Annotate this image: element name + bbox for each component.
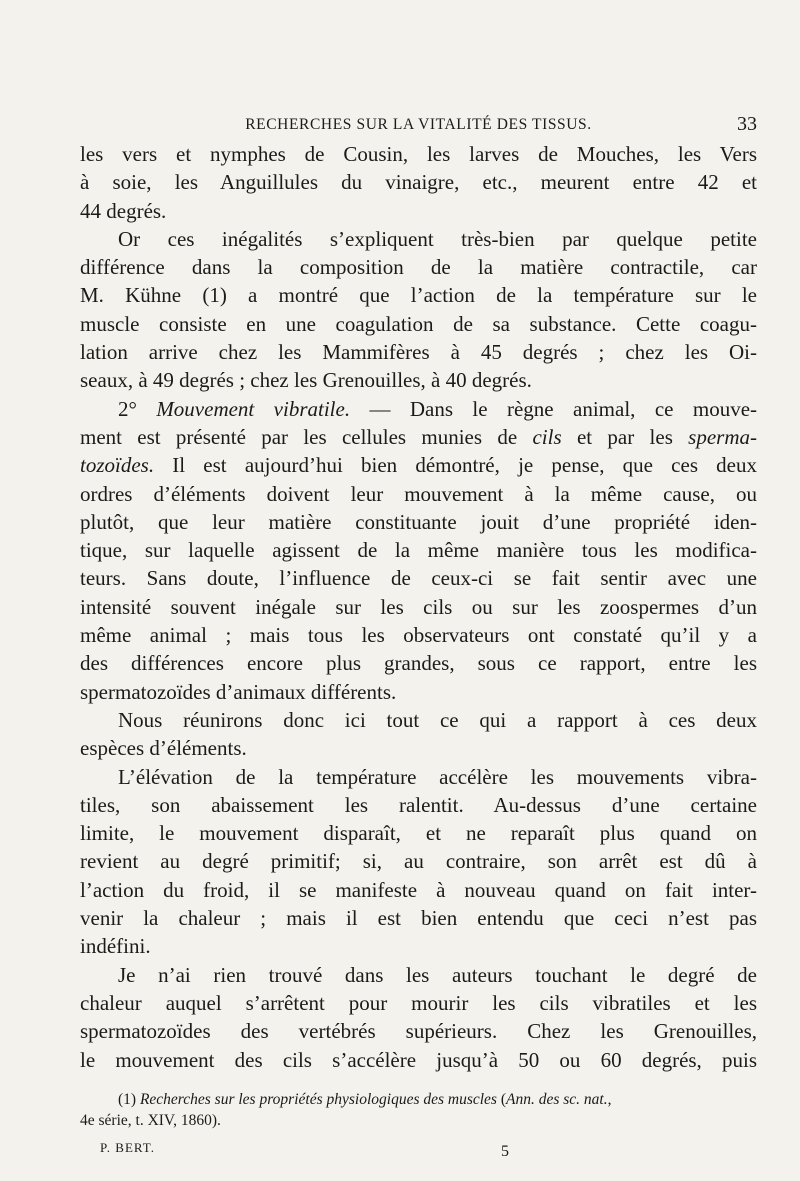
footnote-mark: (1) [118,1091,140,1108]
term-spermatozoides: sperma- [688,424,757,449]
text-line: ordres d’éléments doivent leur mouvement à la même cause, ou [80,481,757,506]
text-line: tique, sur laquelle agissent de la même manière tous les modifica- [80,538,757,563]
text-line: L’élévation de la température accélère les mouvements vibra- [118,764,757,789]
text-line: lation arrive chez les Mammifères à 45 degrés ; chez les Oi- [80,340,757,365]
text-line: spermatozoïdes des vertébrés supérieurs. Chez les Grenouilles, [80,1019,757,1044]
running-title: RECHERCHES SUR LA VITALITÉ DES TISSUS. [245,116,592,133]
text-line: indéfini. [80,934,151,959]
text-line: à soie, les Anguillules du vinaigre, etc., meurent entre 42 et [80,170,757,195]
text-line: le mouvement des cils s’accélère jusqu’à 50 ou 60 degrés, puis [80,1047,757,1072]
text-line: teurs. Sans doute, l’influence de ceux-ci se fait sentir avec une [80,566,757,591]
text-line: tozoïdes. Il est aujourd’hui bien démontré, je pense, que ces deux [80,453,757,478]
text-line: ment est présenté par les cellules munies de cils et par les sperma- [80,424,757,449]
footnote-line: (1) Recherches sur les propriétés physiologiques des muscles (Ann. des sc. nat., [118,1091,612,1108]
sheet-number: 5 [501,1143,509,1160]
text-line: 44 degrés. [80,198,167,223]
footnote-line: 4e série, t. XIV, 1860). [80,1112,221,1129]
text-line: Nous réunirons donc ici tout ce qui a rapport à ces deux [118,707,757,732]
term-cils: cils [532,424,562,449]
text-line: muscle consiste en une coagulation de sa substance. Cette coagu- [80,311,757,336]
section-title: Mouvement vibratile. [156,396,351,421]
text-run: — Dans le règne animal, ce mouve- [350,396,758,421]
section-number: 2° [118,396,157,421]
term-spermatozoides: tozoïdes. [80,453,155,478]
text-line: différence dans la composition de la matière contractile, car [80,255,757,280]
text-line: seaux, à 49 degrés ; chez les Grenouilles, à 40 degrés. [80,368,532,393]
text-line: les vers et nymphes de Cousin, les larves de Mouches, les Vers [80,142,757,166]
text-line: chaleur auquel s’arrêtent pour mourir les cils vibratiles et les [80,990,757,1015]
printer-signature: P. BERT. [100,1140,156,1155]
text-line: venir la chaleur ; mais il est bien entendu que ceci n’est pas [80,906,757,931]
text-line: plutôt, que leur matière constituante jouit d’une propriété iden- [80,509,757,534]
footnote [80,1089,757,1131]
text-line: spermatozoïdes d’animaux différents. [80,679,397,704]
body-text [80,140,757,1074]
text-line: M. Kühne (1) a montré que l’action de la température sur le [80,283,757,308]
text-line: limite, le mouvement disparaît, et ne reparaît plus quand on [80,821,757,846]
text-line: intensité souvent inégale sur les cils ou sur les zoospermes d’un [80,594,757,619]
page-number: 33 [737,113,757,135]
text-line: des différences encore plus grandes, sous ce rapport, entre les [80,651,757,676]
text-line: revient au degré primitif; si, au contraire, son arrêt est dû à [80,849,757,874]
text-line: Je n’ai rien trouvé dans les auteurs touchant le degré de [118,962,757,987]
footnote-journal: Ann. des sc. nat. [506,1091,608,1108]
running-head [80,113,757,140]
text-line: espèces d’éléments. [80,736,247,761]
footnote-title: Recherches sur les propriétés physiologiques des muscles [139,1091,497,1108]
section-heading-line [80,395,757,423]
text-line: Or ces inégalités s’expliquent très-bien par quelque petite [118,226,757,251]
text-line: tiles, son abaissement les ralentit. Au-dessus d’une certaine [80,792,757,817]
text-line: même animal ; mais tous les observateurs ont constaté qu’il y a [80,623,757,648]
text-line: l’action du froid, il se manifeste à nouveau quand on fait inter- [80,877,757,902]
